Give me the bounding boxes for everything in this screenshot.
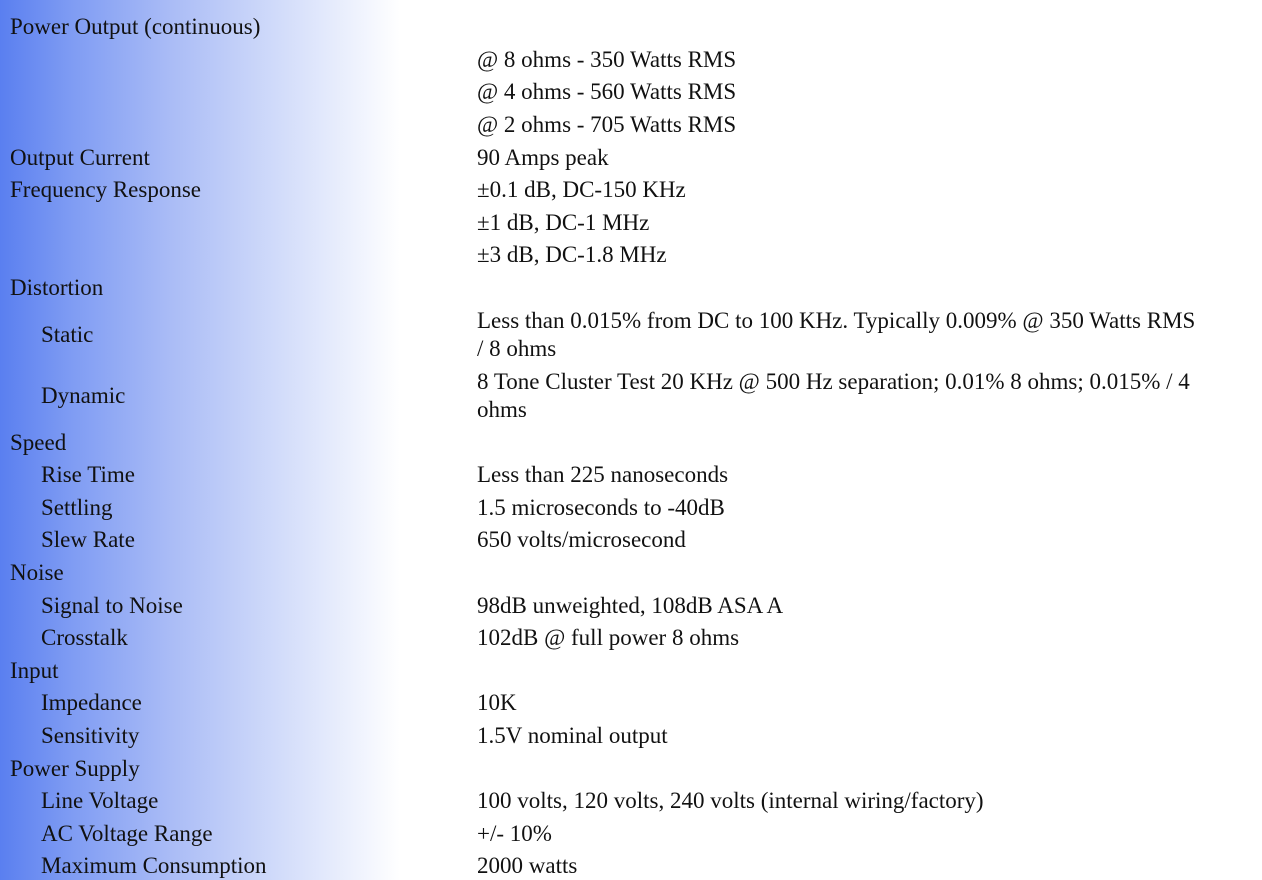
spec-row	[0, 817, 1262, 850]
spec-label: Input	[10, 657, 59, 683]
spec-row	[0, 11, 1262, 44]
spec-label: Frequency Response	[10, 177, 201, 203]
spec-label: Rise Time	[41, 462, 135, 488]
spec-label: Power Supply	[10, 755, 140, 781]
spec-row	[0, 589, 1262, 622]
spec-row	[0, 752, 1262, 785]
spec-row	[0, 785, 1262, 818]
spec-value	[477, 752, 1262, 785]
spec-label: Impedance	[41, 690, 142, 716]
spec-row	[0, 141, 1262, 174]
spec-row	[0, 557, 1262, 590]
spec-row	[0, 365, 1262, 426]
spec-label: Output Current	[10, 144, 150, 170]
spec-value	[477, 557, 1262, 590]
spec-label: Crosstalk	[41, 625, 128, 651]
spec-label: Sensitivity	[41, 722, 140, 748]
spec-row	[0, 76, 1262, 109]
spec-row	[0, 207, 1262, 240]
spec-label	[0, 109, 477, 142]
spec-row	[0, 239, 1262, 272]
spec-value: ±0.1 dB, DC-150 KHz	[477, 177, 686, 203]
spec-value	[477, 426, 1262, 459]
spec-row	[0, 459, 1262, 492]
specifications-table	[0, 11, 1262, 880]
spec-value: 2000 watts	[477, 853, 578, 879]
spec-label: Settling	[41, 494, 113, 520]
spec-value: 10K	[477, 690, 517, 716]
spec-row	[0, 655, 1262, 688]
spec-value: 98dB unweighted, 108dB ASA A	[477, 592, 784, 618]
spec-label	[0, 76, 477, 109]
spec-label: Signal to Noise	[41, 592, 183, 618]
spec-value: @ 8 ohms - 350 Watts RMS	[477, 46, 737, 72]
spec-value: Less than 225 nanoseconds	[477, 462, 729, 488]
spec-row	[0, 174, 1262, 207]
spec-label: Slew Rate	[41, 527, 135, 553]
spec-value: 90 Amps peak	[477, 144, 609, 170]
spec-value: ±1 dB, DC-1 MHz	[477, 209, 650, 235]
spec-label: Maximum Consumption	[41, 853, 267, 879]
spec-value: @ 2 ohms - 705 Watts RMS	[477, 112, 737, 138]
spec-row	[0, 720, 1262, 753]
spec-label	[0, 239, 477, 272]
spec-label	[0, 207, 477, 240]
spec-value: +/- 10%	[477, 820, 552, 846]
spec-label: Power Output (continuous)	[10, 14, 261, 40]
spec-row	[0, 850, 1262, 880]
spec-row	[0, 524, 1262, 557]
spec-row	[0, 272, 1262, 305]
spec-label: Line Voltage	[41, 788, 159, 814]
spec-label: AC Voltage Range	[41, 820, 213, 846]
spec-row	[0, 622, 1262, 655]
spec-value: 1.5 microseconds to -40dB	[477, 494, 725, 520]
spec-value: ±3 dB, DC-1.8 MHz	[477, 242, 667, 268]
spec-value	[477, 655, 1262, 688]
spec-value: 102dB @ full power 8 ohms	[477, 625, 740, 651]
spec-row	[0, 109, 1262, 142]
spec-value	[477, 11, 1262, 44]
spec-label: Dynamic	[41, 382, 126, 408]
spec-value: 1.5V nominal output	[477, 722, 668, 748]
spec-label: Noise	[10, 560, 64, 586]
spec-value: 8 Tone Cluster Test 20 KHz @ 500 Hz separation; 0.01% 8 ohms; 0.015% / 4 ohms	[477, 368, 1190, 422]
spec-row	[0, 304, 1262, 365]
spec-label: Static	[41, 321, 94, 347]
spec-label: Distortion	[10, 275, 104, 301]
spec-row	[0, 492, 1262, 525]
spec-value: @ 4 ohms - 560 Watts RMS	[477, 79, 737, 105]
spec-value: 100 volts, 120 volts, 240 volts (internal wiring/factory)	[477, 788, 984, 814]
spec-value: 650 volts/microsecond	[477, 527, 686, 553]
spec-row	[0, 44, 1262, 77]
spec-label	[0, 44, 477, 77]
spec-row	[0, 426, 1262, 459]
spec-label: Speed	[10, 429, 67, 455]
spec-value: Less than 0.015% from DC to 100 KHz. Typically 0.009% @ 350 Watts RMS / 8 ohms	[477, 307, 1196, 361]
spec-value	[477, 272, 1262, 305]
spec-row	[0, 687, 1262, 720]
